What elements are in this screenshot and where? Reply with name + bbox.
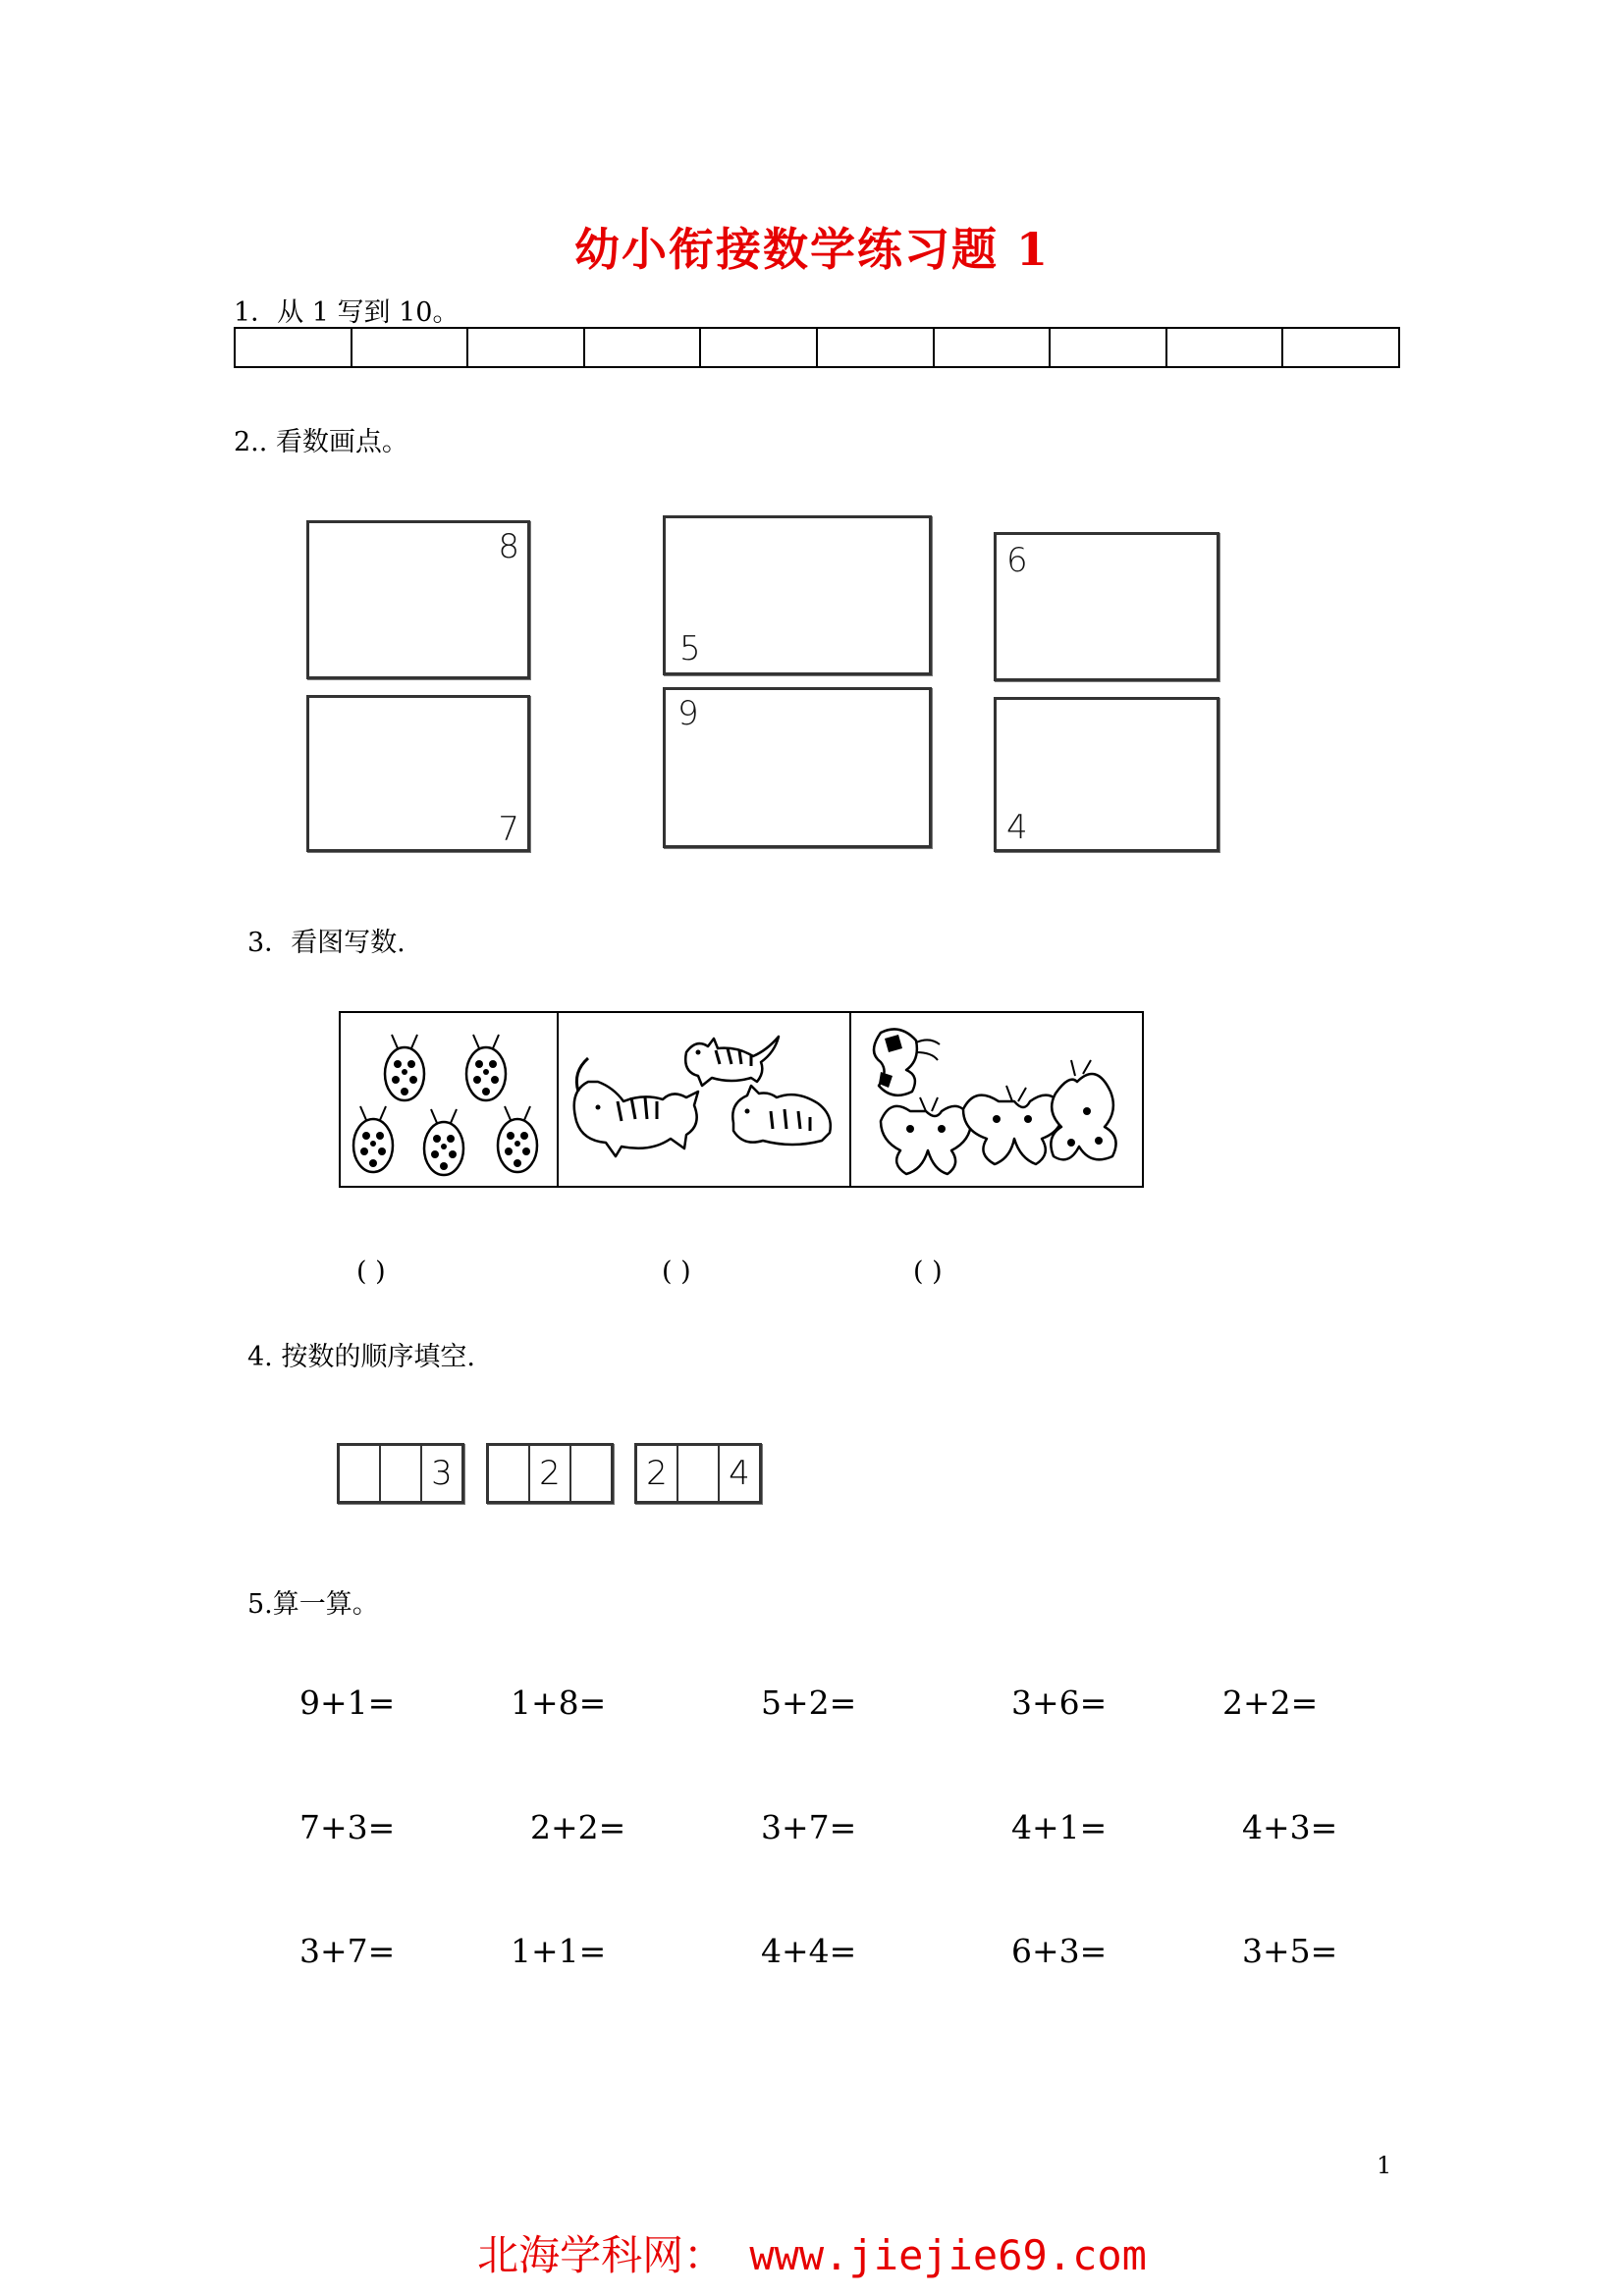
ladybug-picture [341,1013,559,1186]
sequence-cell[interactable] [489,1446,530,1501]
q3-answer-2[interactable]: ( ) [662,1256,691,1287]
dot-box-4[interactable] [994,697,1219,852]
write-cell[interactable] [818,329,935,366]
box-number: 9 [677,694,699,733]
cat-picture [559,1013,851,1186]
equation: 3+5= [1242,1932,1338,1970]
equation: 9+1= [299,1683,396,1722]
q1-write-grid[interactable] [234,327,1400,368]
sequence-cell[interactable] [340,1446,381,1501]
sequence-group-1[interactable] [337,1443,464,1504]
box-number: 8 [498,527,519,566]
q4-label: 4. 按数的顺序填空. [247,1342,475,1372]
write-cell[interactable] [1051,329,1167,366]
page-title: 幼小衔接数学练习题 1 [573,223,1051,276]
footer-link[interactable]: 北海学科网： www.jiejie69.com [477,2231,1147,2279]
box-number: 6 [1006,541,1028,580]
equation: 7+3= [299,1808,396,1846]
picture-strip [339,1011,1144,1188]
write-cell[interactable] [236,329,352,366]
ladybug-icon [341,1013,557,1186]
write-cell[interactable] [1283,329,1398,366]
dot-box-5[interactable] [663,515,932,675]
write-cell[interactable] [1167,329,1284,366]
sequence-cell: 3 [431,1454,453,1493]
butterfly-icon [851,1013,1142,1186]
box-number: 4 [1006,808,1028,847]
dot-box-9[interactable] [663,687,932,848]
sequence-cell: 2 [637,1446,678,1501]
equation: 4+1= [1011,1808,1108,1846]
sequence-cell: 4 [729,1454,750,1493]
equation: 2+2= [530,1808,626,1846]
write-cell[interactable] [352,329,469,366]
q3-answer-3[interactable]: ( ) [913,1256,943,1287]
equation: 4+3= [1242,1808,1338,1846]
q3-answer-1[interactable]: ( ) [356,1256,386,1287]
page-number: 1 [1377,2152,1392,2179]
sequence-cell[interactable] [571,1446,611,1501]
dot-box-7[interactable] [306,695,530,852]
q5-label: 5.算一算。 [247,1589,379,1620]
dot-box-8[interactable] [306,520,530,679]
equation: 3+6= [1011,1683,1108,1722]
write-cell[interactable] [585,329,702,366]
dot-box-6[interactable] [994,532,1219,681]
write-cell[interactable] [468,329,585,366]
equation: 2+2= [1222,1683,1319,1722]
equation: 6+3= [1011,1932,1108,1970]
q2-label: 2.. 看数画点。 [234,427,408,457]
q3-label: 3．看图写数. [247,928,406,958]
sequence-cell[interactable] [678,1446,720,1501]
equation: 3+7= [299,1932,396,1970]
equation: 1+8= [511,1683,607,1722]
sequence-group-2[interactable] [486,1443,614,1504]
q1-label: 1．从 1 写到 10。 [234,297,460,328]
write-cell[interactable] [935,329,1052,366]
write-cell[interactable] [701,329,818,366]
sequence-group-3[interactable] [634,1443,762,1504]
sequence-cell: 2 [530,1446,571,1501]
equation: 5+2= [761,1683,857,1722]
equation: 1+1= [511,1932,607,1970]
equation: 4+4= [761,1932,857,1970]
sequence-cell[interactable] [381,1446,422,1501]
box-number: 5 [679,629,701,668]
butterfly-picture [851,1013,1142,1186]
equation: 3+7= [761,1808,857,1846]
box-number: 7 [498,810,519,849]
cat-icon [559,1013,849,1186]
